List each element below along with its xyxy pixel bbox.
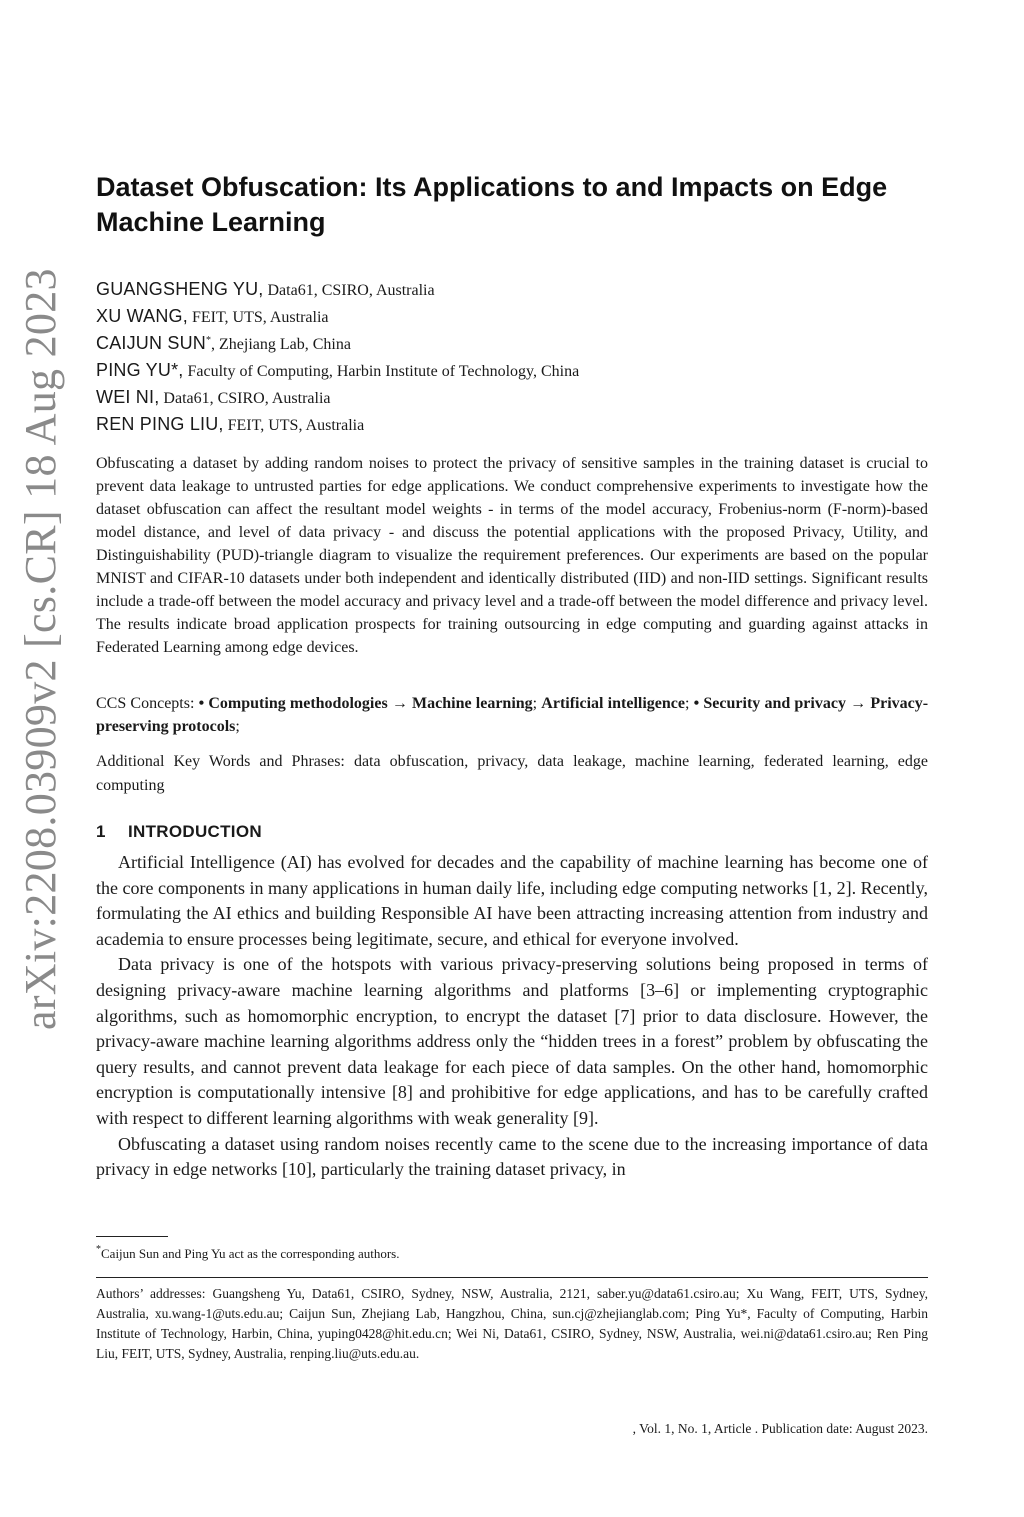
section-heading [96,820,928,844]
author-addresses: Authors’ addresses: Guangsheng Yu, Data61, CSIRO, Sydney, NSW, Australia, 2121, saber.yu@data61.csiro.au; Xu Wang, FEIT, UTS, Sydney, Australia, xu.wang-1@uts.edu.au; Caijun Sun, Zhejiang Lab, Hangzhou, China, sun.cj@zhejianglab.com; Ping Yu*, Faculty of Computing, Harbin Institute of Technology, Harbin, China, yuping0428@hit.edu.cn; Wei Ni, Data61, CSIRO, Sydney, NSW, Australia, wei.ni@data61.csiro.au; Ren Ping Liu, FEIT, UTS, Sydney, Australia, renping.liu@uts.edu.au. [96,1286,928,1361]
author-list [96,276,928,438]
footnote-rule [96,1236,168,1237]
ccs-arrow: → [845,695,871,712]
ccs-arrow: → [387,695,413,712]
author-affiliation: , Zhejiang Lab, China [211,336,351,353]
ccs-separator: ; [532,695,542,712]
keywords [96,750,928,798]
abstract: Obfuscating a dataset by adding random noises to protect the privacy of sensitive samples in the training dataset is crucial to prevent data leakage to untrusted parties for edge applications. We conduct comprehensive experiments to investigate how the dataset obfuscation can affect the resultant model weights - in terms of the model accuracy, Frobenius-norm (F-norm)-based model distance, and level of data privacy - and discuss the potential applications with the proposed Privacy, Utility, and Distinguishability (PUD)-triangle diagram to visualize the requirement preferences. Our experiments are based on the popular MNIST and CIFAR-10 datasets under both independent and identically distributed (IID) and non-IID settings. Significant results include a trade-off between the model accuracy and privacy level and a trade-off between the model difference and privacy level. The results indicate broad application prospects for training outsourcing in edge computing and guarding against attacks in Federated Learning among edge devices. [96,455,928,656]
ccs-label: CCS Concepts: [96,695,199,712]
body-paragraph: Artificial Intelligence (AI) has evolved for decades and the capability of machine learning has become one of the core components in many applications in human daily life, including edge computing networks [1, 2]. Recently, formulating the AI ethics and building Responsible AI have been attracting increasing attention from industry and academia to ensure processes being legitimate, secure, and ethical for everyone involved. [96,852,928,949]
ccs-concept-main: Computing methodologies [208,695,388,712]
author-name: REN PING LIU, [96,414,224,434]
arxiv-identifier-stamp: arXiv:2208.03909v2 [cs.CR] 18 Aug 2023 [16,268,65,1030]
ccs-bullet: • [693,695,704,712]
author-affiliation: FEIT, UTS, Australia [191,309,329,326]
author-affiliation: Data61, CSIRO, Australia [163,390,331,407]
author-entry [96,411,928,438]
footnote [96,1245,928,1263]
footnote-mark: * [96,1244,101,1255]
author-affiliation: FEIT, UTS, Australia [227,417,365,434]
author-name: CAIJUN SUN [96,333,207,353]
ccs-concept-main: Security and privacy [703,695,846,712]
footnote-text: Caijun Sun and Ping Yu act as the corresponding authors. [101,1246,400,1261]
ccs-concepts [96,692,928,738]
author-affiliation: Data61, CSIRO, Australia [267,282,435,299]
publication-footer: , Vol. 1, No. 1, Article . Publication date: August 2023. [632,1421,928,1436]
author-entry [96,303,928,330]
keywords-label: Additional Key Words and Phrases: [96,753,354,770]
body-paragraph: Data privacy is one of the hotspots with various privacy-preserving solutions being proposed in terms of designing privacy-aware machine learning algorithms and platforms [3–6] or implementing cryptographic algorithms, such as homomorphic encryption, to encrypt the dataset [7] prior to data disclosure. However, the privacy-aware machine learning algorithms address only the “hidden trees in a forest” problem by obfuscating the query results, and cannot prevent data leakage for each piece of data samples. On the other hand, homomorphic encryption is computationally intensive [8] and prohibitive for edge applications, and has to be carefully crafted with respect to different learning algorithms with weak generality [9]. [96,954,928,1128]
address-rule [96,1277,928,1278]
ccs-end: ; [235,718,240,735]
section-number: 1 [96,822,106,841]
ccs-bullet: • [198,695,209,712]
author-name: PING YU*, [96,360,184,380]
ccs-separator: ; [684,695,694,712]
body-paragraph: Obfuscating a dataset using random noises recently came to the scene due to the increasing importance of data privacy in edge networks [10], particularly the training dataset privacy, in [96,1133,928,1180]
author-name: GUANGSHENG YU, [96,279,264,299]
author-name: XU WANG, [96,306,188,326]
keywords-text: data obfuscation, privacy, data leakage, machine learning, federated learning, edge computing [96,753,929,794]
author-affiliation: Faculty of Computing, Harbin Institute of Technology, China [187,363,580,380]
ccs-concept-sub: Privacy-preserving protocols [96,695,929,735]
paper-title: Dataset Obfuscation: Its Applications to and Impacts on Edge Machine Learning [96,172,888,237]
author-entry [96,384,928,411]
ccs-concept-sub: Artificial intelligence [541,695,685,712]
ccs-concept-sub: Machine learning [412,695,533,712]
author-name: WEI NI, [96,387,160,407]
introduction-body [96,850,928,1183]
author-entry [96,276,928,303]
author-entry [96,330,928,357]
author-marker: * [206,335,212,346]
section-title: INTRODUCTION [128,822,262,841]
author-entry [96,357,928,384]
